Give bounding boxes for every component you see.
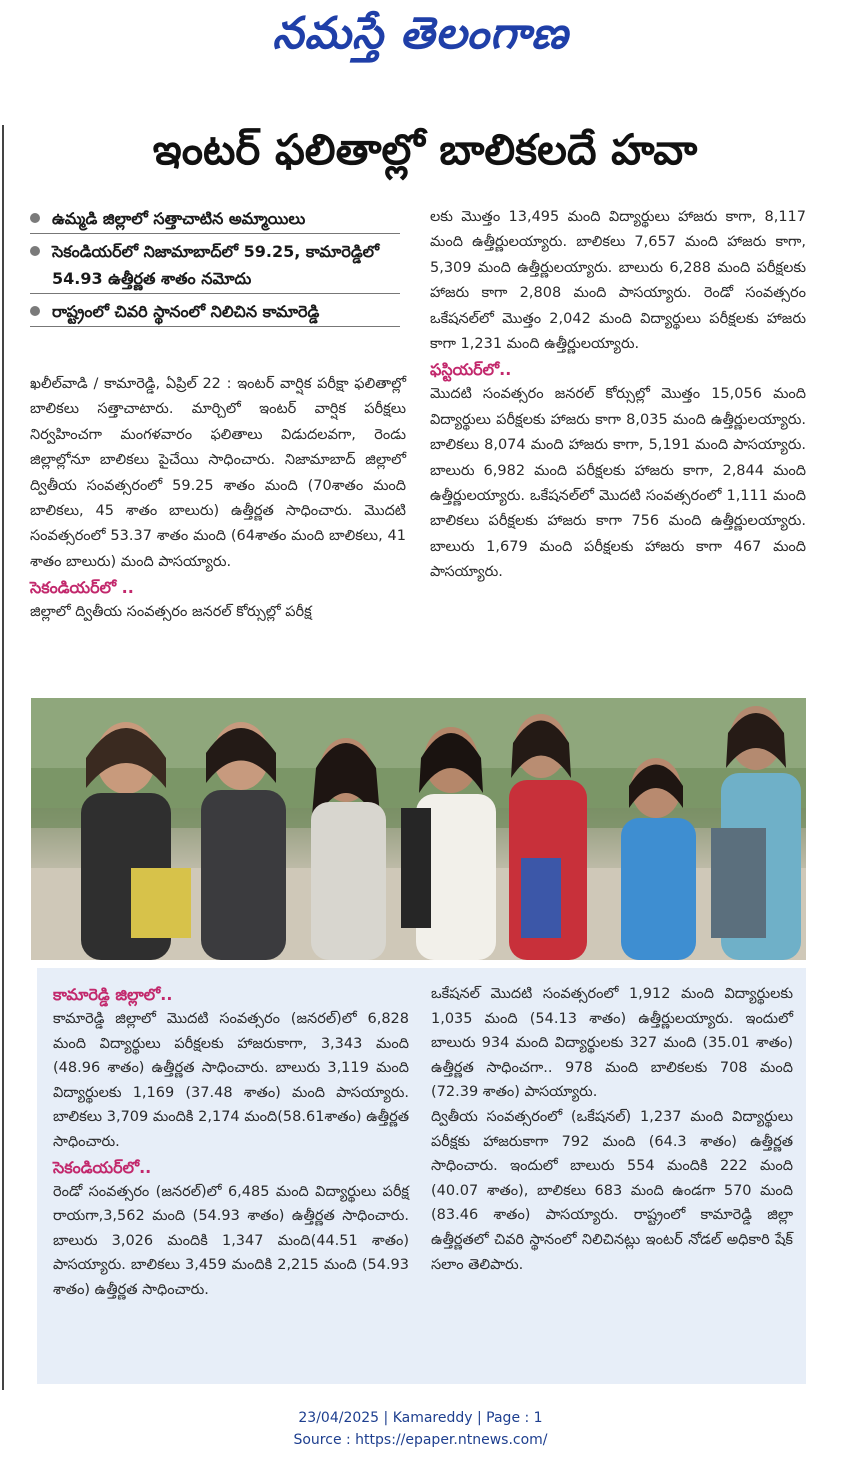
bullet-dot-icon xyxy=(30,213,40,223)
section-subhead: సెకండియర్‌లో .. xyxy=(30,578,134,598)
section-subhead: సెకండియర్‌లో.. xyxy=(53,1157,152,1177)
column-rule xyxy=(2,125,4,1390)
box-paragraph: రెండో సంవత్సరం (జనరల్)లో 6,485 మంది విద్యార్థులు పరీక్ష రాయగా,3,562 మంది (54.93 శాతం) ఉత్తీర్ణత సాధించారు. బాలురు 3,026 మందికి 1,347 మంది(44.51 శాతం) పాసయ్యారు. బాలికలు 3,459 మందికి 2,215 మంది (54.93 శాతం) ఉత్తీర్ణత సాధించారు. xyxy=(53,1183,409,1298)
article-paragraph: ఖలీల్‌వాడి / కామారెడ్డి, ఏప్రిల్ 22 : ఇంటర్ వార్షిక పరీక్షా ఫలితాల్లో బాలికలు సత్తాచాటారు. మార్చిలో ఇంటర్ వార్షిక పరీక్షలు నిర్వహించగా మంగళవారం ఫలితాలు విడుదలవగా, రెండు జిల్లాల్లోనూ బాలికలు పైచేయి సాధించారు. నిజామాబాద్ జిల్లాలో ద్వితీయ సంవత్సరంలో 59.25 శాతం మంది (70శాతం మంది బాలికలు, 45 శాతం బాలురు) ఉత్తీర్ణత సాధించారు. మొదటి సంవత్సరంలో 53.37 శాతం మంది (64శాతం మంది బాలికలు, 41 శాతం బాలురు) మంది పాసయ్యారు. xyxy=(30,376,406,570)
masthead: నమస్తే తెలంగాణ xyxy=(272,8,569,59)
article-right-column xyxy=(430,205,806,586)
article-left-column xyxy=(30,372,406,626)
page-footer xyxy=(0,1407,841,1451)
article-paragraph: జిల్లాలో ద్వితీయ సంవత్సరం జనరల్ కోర్సుల్లో పరీక్ష xyxy=(30,604,312,621)
box-paragraph: కామారెడ్డి జిల్లాలో మొదటి సంవత్సరం (జనరల్)లో 6,828 మంది విద్యార్థులు పరీక్షలకు హాజరుకాగా, 3,343 మంది (48.96 శాతం) ఉత్తీర్ణత సాధించారు. బాలురు 3,119 మంది విద్యార్థులకు 1,169 (37.48 శాతం) మంది పాసయ్యారు. బాలికలు 3,709 మందికి 2,174 మంది(58.61శాతం) ఉత్తీర్ణత సాధించారు. xyxy=(53,1011,409,1150)
highlight-text: ఉమ్మడి జిల్లాలో సత్తాచాటిన అమ్మాయిలు xyxy=(52,209,306,228)
news-photo-students xyxy=(31,698,806,960)
section-subhead: కామారెడ్డి జిల్లాలో.. xyxy=(53,985,173,1004)
footer-edition-info: 23/04/2025 | Kamareddy | Page : 1 xyxy=(298,1410,543,1426)
highlight-text: సెకండియర్‌లో నిజామాబాద్‌లో 59.25, కామారెడ్డిలో 54.93 ఉత్తీర్ణత శాతం నమోదు xyxy=(52,242,380,288)
box-left-column xyxy=(53,982,409,1303)
bullet-dot-icon xyxy=(30,306,40,316)
highlight-item xyxy=(30,238,400,294)
box-paragraph: ఒకేషనల్ మొదటి సంవత్సరంలో 1,912 మంది విద్యార్థులకు 1,035 మంది (54.13 శాతం) ఉత్తీర్ణులయ్యారు. ఇందులో బాలురు 934 మంది విద్యార్థులకు 327 మంది (35.01 శాతం) ఉత్తీర్ణత సాధించగా.. 978 మంది బాలికలకు 708 మంది (72.39 శాతం) పాసయ్యారు. xyxy=(431,986,793,1101)
article-paragraph: లకు మొత్తం 13,495 మంది విద్యార్థులు హాజరు కాగా, 8,117 మంది ఉత్తీర్ణులయ్యారు. బాలికలు 7,657 మంది హాజరు కాగా, 5,309 మంది ఉత్తీర్ణులయ్యారు. బాలురు 6,288 మంది పరీక్షలకు హాజరు కాగా 2,808 మంది పాసయ్యారు. రెండో సంవత్సరం ఒకేషనల్‌లో మొత్తం 2,042 మంది విద్యార్థులు పరీక్షలకు హాజరు కాగా 1,231 మంది ఉత్తీర్ణులయ్యారు. xyxy=(430,209,806,353)
article-paragraph: మొదటి సంవత్సరం జనరల్ కోర్సుల్లో మొత్తం 15,056 మంది విద్యార్థులు పరీక్షలకు హాజరు కాగా 8,035 మంది ఉత్తీర్ణులయ్యారు. బాలికలు 8,074 మంది హాజరు కాగా, 5,191 మంది పాసయ్యారు. బాలురు 6,982 మంది పరీక్షలకు హాజరు కాగా, 2,844 మంది ఉత్తీర్ణులయ్యారు. ఒకేషనల్‌లో మొదటి సంవత్సరంలో 1,111 మంది బాలికలు పరీక్షలకు హాజరు కాగా 756 మంది ఉత్తీర్ణులయ్యారు. బాలురు 1,679 మంది పరీక్షలకు హాజరు కాగా 467 మంది పాసయ్యారు. xyxy=(430,386,806,581)
section-subhead: ఫస్టియర్‌లో.. xyxy=(430,360,512,380)
district-stats-box xyxy=(37,968,806,1384)
highlight-item xyxy=(30,298,400,327)
headline: ఇంటర్ ఫలితాల్లో బాలికలదే హవా xyxy=(152,125,698,174)
footer-source-link[interactable]: Source : https://epaper.ntnews.com/ xyxy=(293,1432,548,1448)
box-right-column xyxy=(431,982,793,1277)
highlights-list xyxy=(30,205,400,331)
students-photo-illustration xyxy=(31,698,806,960)
bullet-dot-icon xyxy=(30,246,40,256)
highlight-text: రాష్ట్రంలో చివరి స్థానంలో నిలిచిన కామారెడ్డి xyxy=(52,302,320,321)
box-paragraph: ద్వితీయ సంవత్సరంలో (ఒకేషనల్) 1,237 మంది విద్యార్థులు పరీక్షకు హాజరుకాగా 792 మంది (64.3 శాతం) ఉత్తీర్ణత సాధించారు. ఇందులో బాలురు 554 మందికి 222 మంది (40.07 శాతం), బాలికలు 683 మంది ఉండగా 570 మంది (83.46 శాతం) పాసయ్యారు. రాష్ట్రంలో కామారెడ్డి జిల్లా ఉత్తీర్ణతలో చివరి స్థానంలో నిలిచినట్లు ఇంటర్ నోడల్ అధికారి షేక్ సలాం తెలిపారు. xyxy=(431,1108,793,1273)
highlight-item xyxy=(30,205,400,234)
